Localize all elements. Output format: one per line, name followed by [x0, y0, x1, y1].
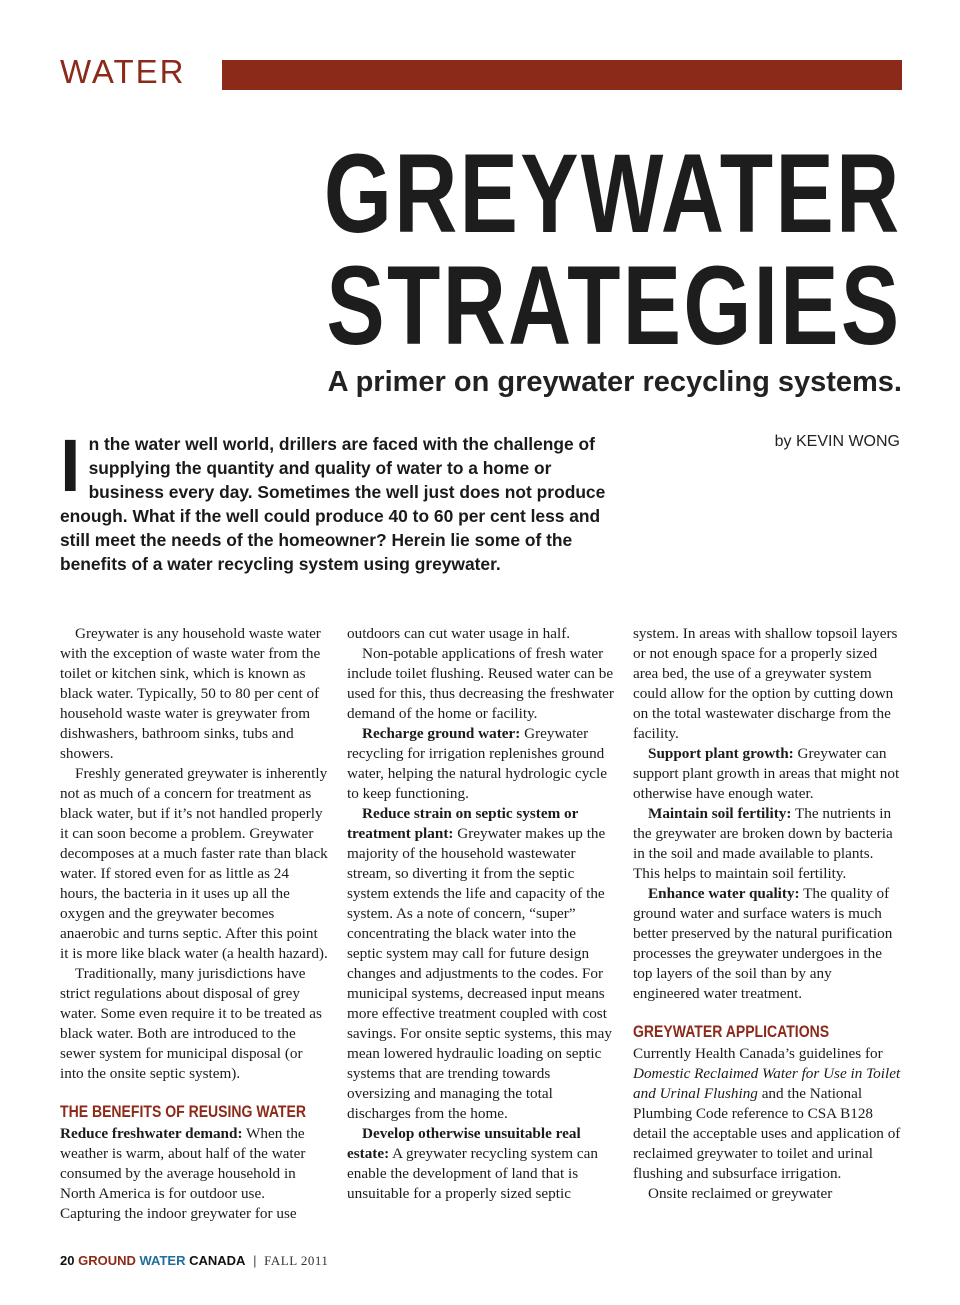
body-paragraph [347, 804, 615, 1124]
run-in-heading: Maintain soil fertility: [648, 805, 792, 822]
column-3 [633, 624, 901, 1204]
publication-name-canada: CANADA [189, 1253, 246, 1268]
drop-cap: I [60, 424, 81, 507]
run-in-heading: Recharge ground water: [362, 725, 521, 742]
page-number: 20 [60, 1253, 75, 1268]
body-paragraph [633, 744, 901, 804]
body-paragraph [633, 804, 901, 884]
publication-name-water: WATER [139, 1253, 186, 1268]
body-paragraph: Onsite reclaimed or greywater [648, 1185, 833, 1202]
column-2 [347, 624, 615, 1204]
footer-separator: | [253, 1253, 257, 1268]
section-heading-applications: GREYWATER APPLICATIONS [633, 1023, 830, 1041]
article-title [324, 131, 903, 368]
paragraph-text: The quality of ground water and surface waters is much better preserved by the natural purification processes the greywater undergoes in the top layers of the soil than by any engineered water treatment. [633, 885, 893, 1002]
run-in-heading: Develop otherwise unsuitable real estate: [347, 1125, 581, 1162]
paragraph-text: When the weather is warm, about half of the water consumed by the average household in North America is for outdoor use. Capturing the indoor greywater for use [60, 1125, 306, 1222]
paragraph-text: Greywater can support plant growth in areas that might not otherwise have enough water. [633, 745, 900, 802]
body-paragraph: system. In areas with shallow topsoil layers or not enough space for a properly sized area bed, the use of a greywater system could allow for the option by cutting down on the total wastewater discharge from the facility. [633, 625, 898, 742]
body-paragraph: Freshly generated greywater is inherently not as much of a concern for treatment as black water, but if it’s not handled properly it can soon become a problem. Greywater decomposes at a much faster rate than black water. If stored even for as little as 24 hours, the bacteria in it uses up all the oxygen and the greywater becomes anaerobic and turns septic. After this point it is more like black water (a health hazard). [60, 765, 328, 962]
column-1 [60, 624, 328, 1224]
body-paragraph: Non-potable applications of fresh water include toilet flushing. Reused water can be used for this, thus decreasing the freshwater demand of the home or facility. [347, 645, 614, 722]
body-paragraph [347, 1124, 615, 1204]
title-line-1: GREYWATER [324, 131, 902, 256]
publication-name-ground: GROUND [78, 1253, 136, 1268]
body-paragraph [60, 1124, 328, 1224]
intro-text: n the water well world, drillers are faced with the challenge of supplying the quantity and quality of water to a home or business every day. Sometimes the well just does not produce enough. What if the well could produce 40 to 60 per cent less and still meet the needs of the homeowner? Herein lie some of the benefits of a water recycling system using greywater. [60, 434, 606, 574]
title-line-2: STRATEGIES [326, 243, 903, 368]
section-label: WATER [60, 53, 186, 90]
section-heading-benefits: THE BENEFITS OF REUSING WATER [60, 1103, 306, 1121]
page-footer [60, 1253, 328, 1269]
paragraph-text: Currently Health Canada’s guidelines for [633, 1045, 883, 1062]
article-subtitle: A primer on greywater recycling systems. [327, 366, 902, 398]
run-in-heading: Support plant growth: [648, 745, 794, 762]
body-paragraph: Traditionally, many jurisdictions have strict regulations about disposal of grey water. Some even require it to be treated as black water. Both are introduced to the sewer system for municipal disposal (or into the onsite septic system). [60, 965, 322, 1082]
paragraph-text: The nutrients in the greywater are broken down by bacteria in the soil and made available to plants. This helps to maintain soil fertility. [633, 805, 893, 882]
body-paragraph: Greywater is any household waste water with the exception of waste water from the toilet or kitchen sink, which is known as black water. Typically, 50 to 80 per cent of household waste water is greywater from dishwashers, bathroom sinks, tubs and showers. [60, 625, 321, 762]
paragraph-text: Greywater makes up the majority of the household wastewater stream, so diverting it from the septic system extends the life and capacity of the system. As a note of concern, “super” concentrating the black water into the septic system may call for future design changes and adjustments to the codes. For municipal systems, decreased input means more effective treatment coupled with cost savings. For onsite septic systems, this may mean lowered hydraulic loading on septic systems that are trending towards oversizing and managing the total discharges from the home. [347, 825, 612, 1122]
body-paragraph [633, 1044, 901, 1184]
byline: by KEVIN WONG [774, 433, 900, 450]
run-in-heading: Reduce freshwater demand: [60, 1125, 243, 1142]
section-header-bar [222, 60, 902, 90]
paragraph-text: and the National Plumbing Code reference to CSA B128 detail the acceptable uses and application of reclaimed greywater to toilet and urinal flushing and subsurface irrigation. [633, 1085, 901, 1182]
issue-date: FALL 2011 [264, 1253, 329, 1268]
intro-paragraph [60, 424, 613, 576]
paragraph-text: A greywater recycling system can enable the development of land that is unsuitable for a properly sized septic [347, 1145, 598, 1202]
run-in-heading: Enhance water quality: [648, 885, 800, 902]
paragraph-text: Greywater recycling for irrigation replenishes ground water, helping the natural hydrologic cycle to keep functioning. [347, 725, 608, 802]
body-paragraph: outdoors can cut water usage in half. [347, 625, 571, 642]
run-in-heading: Reduce strain on septic system or treatment plant: [347, 805, 579, 842]
document-title-italic: Domestic Reclaimed Water for Use in Toilet and Urinal Flushing [633, 1065, 901, 1102]
body-paragraph [633, 884, 901, 1004]
body-paragraph [347, 724, 615, 804]
